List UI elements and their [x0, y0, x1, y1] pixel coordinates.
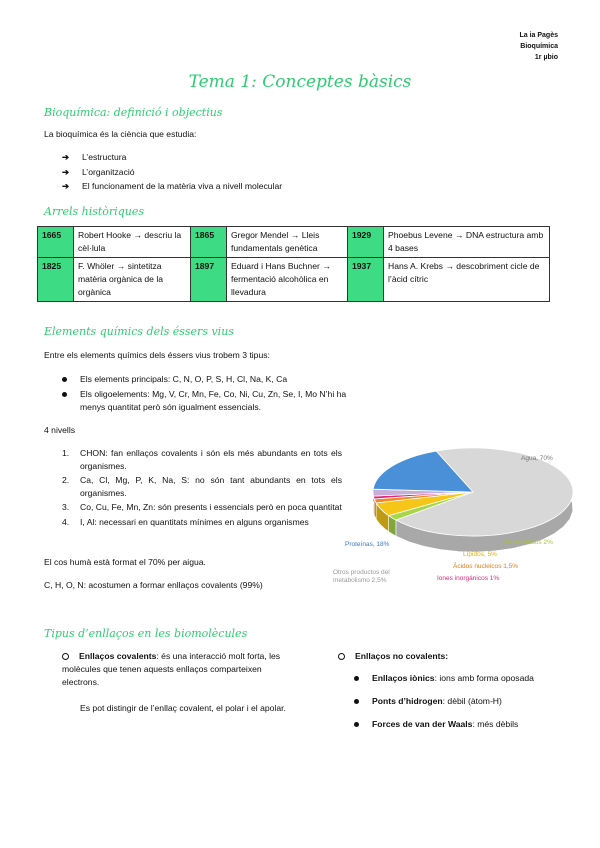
non-covalent-title: Enllaços no covalents: [338, 650, 448, 663]
event-cell: Phoebus Levene → DNA estructura amb 4 bases [384, 227, 550, 258]
event-cell: Hans A. Krebs → descobriment cicle de l’àcid cítric [384, 258, 550, 302]
list-item: Forces de van der Waals: més dèbils [348, 718, 534, 731]
chon-note: C, H, O, N: acostumen a formar enllaços covalents (99%) [44, 580, 263, 590]
definition-intro: La bioquímica és la ciència que estudia: [44, 129, 197, 139]
section-heading-elements: Elements químics dels éssers vius [44, 325, 234, 338]
year-cell: 1865 [191, 227, 227, 258]
section-heading-definition: Bioquímica: definició i objectius [44, 106, 223, 119]
list-item: ➔ El funcionament de la matèria viva a nivell molecular [62, 179, 282, 194]
event-cell: Eduard i Hans Buchner → fermentació alcohòlica en llevadura [227, 258, 348, 302]
arrow-icon: ➔ [62, 152, 70, 162]
subject-name: Bioquímica [520, 43, 558, 50]
list-item: Els elements principals: C, N, O, P, S, H, Cl, Na, K, Ca [56, 373, 356, 386]
non-covalent-list [348, 672, 534, 733]
levels-label: 4 nivells [44, 425, 76, 435]
body-water-note: El cos humà està format el 70% per aigua. [44, 557, 206, 567]
list-item: 3. Co, Cu, Fe, Mn, Zn: són presents i essencials però en poca quantitat [62, 502, 342, 512]
table-row [38, 227, 550, 258]
pie-label-iones: Iones inorgánicos 1% [437, 575, 500, 582]
year-cell: 1825 [38, 258, 74, 302]
pie-label-polisacaridos: Polisacáridos 2% [503, 539, 553, 546]
page-title: Tema 1: Conceptes bàsics [188, 72, 412, 92]
table-row [38, 258, 550, 302]
pie-label-lipidos: Lípidos, 5% [463, 551, 497, 558]
circle-bullet-icon [338, 653, 345, 660]
author-name: La ia Pagès [519, 32, 558, 39]
year-cell: 1897 [191, 258, 227, 302]
levels-list [62, 447, 342, 530]
elements-intro: Entre els elements químics dels éssers vius trobem 3 tipus: [44, 350, 270, 360]
elements-list [56, 373, 356, 416]
course-name: 1r µbio [534, 54, 558, 61]
list-item: ➔ L’estructura [62, 150, 282, 165]
list-item: 4. I, Al: necessari en quantitats mínimes en alguns organismes [62, 516, 309, 527]
year-cell: 1937 [348, 258, 384, 302]
event-cell: Gregor Mendel → Lleis fundamentals genètica [227, 227, 348, 258]
list-item: ➔ L’organització [62, 165, 282, 180]
list-item: 1. CHON: fan enllaços covalents i són els més abundants en tots els organismes. [62, 448, 342, 471]
list-item: Ponts d’hidrogen: dèbil (àtom-H) [348, 695, 534, 708]
circle-bullet-icon [62, 653, 69, 660]
section-heading-history: Arrels històriques [44, 205, 144, 218]
pie-label-proteinas: Proteínas, 18% [345, 541, 390, 548]
history-table [37, 226, 550, 302]
arrow-icon: ➔ [62, 166, 70, 177]
covalent-bonds-block: Enllaços covalents: és una interacció molt forta, les molècules que tenen aquests enllaços comparteixen electrons. [62, 651, 281, 687]
document-header [519, 30, 558, 63]
event-cell: F. Whöler → sintetitza matèria orgànica de la orgànica [74, 258, 191, 302]
pie-label-agua: Agua, 70% [521, 455, 553, 462]
pie-label-acidos: Ácidos nucleicos 1,5% [453, 563, 519, 570]
covalent-types-note: Es pot distingir de l’enllaç covalent, el polar i el apolar. [80, 703, 286, 713]
list-item: Els oligoelements: Mg, V, Cr, Mn, Fe, Co, Ni, Cu, Zn, Se, I, Mo N’hi ha menys quantitat però són igualment essencials. [56, 388, 356, 414]
section-heading-bonds: Tipus d’enllaços en les biomolècules [44, 627, 248, 640]
pie-label-otros: Otros productos del metabolismo 2,5% [333, 569, 390, 584]
composition-pie-chart [333, 440, 575, 590]
year-cell: 1929 [348, 227, 384, 258]
list-item: 2. Ca, Cl, Mg, P, K, Na, S: no són tant abundants en tots els organismes. [62, 475, 342, 498]
definition-list [62, 150, 282, 194]
year-cell: 1665 [38, 227, 74, 258]
list-item: Enllaços iònics: ions amb forma oposada [348, 672, 534, 685]
event-cell: Robert Hooke → descriu la cèl·lula [74, 227, 191, 258]
arrow-icon: ➔ [62, 181, 70, 191]
